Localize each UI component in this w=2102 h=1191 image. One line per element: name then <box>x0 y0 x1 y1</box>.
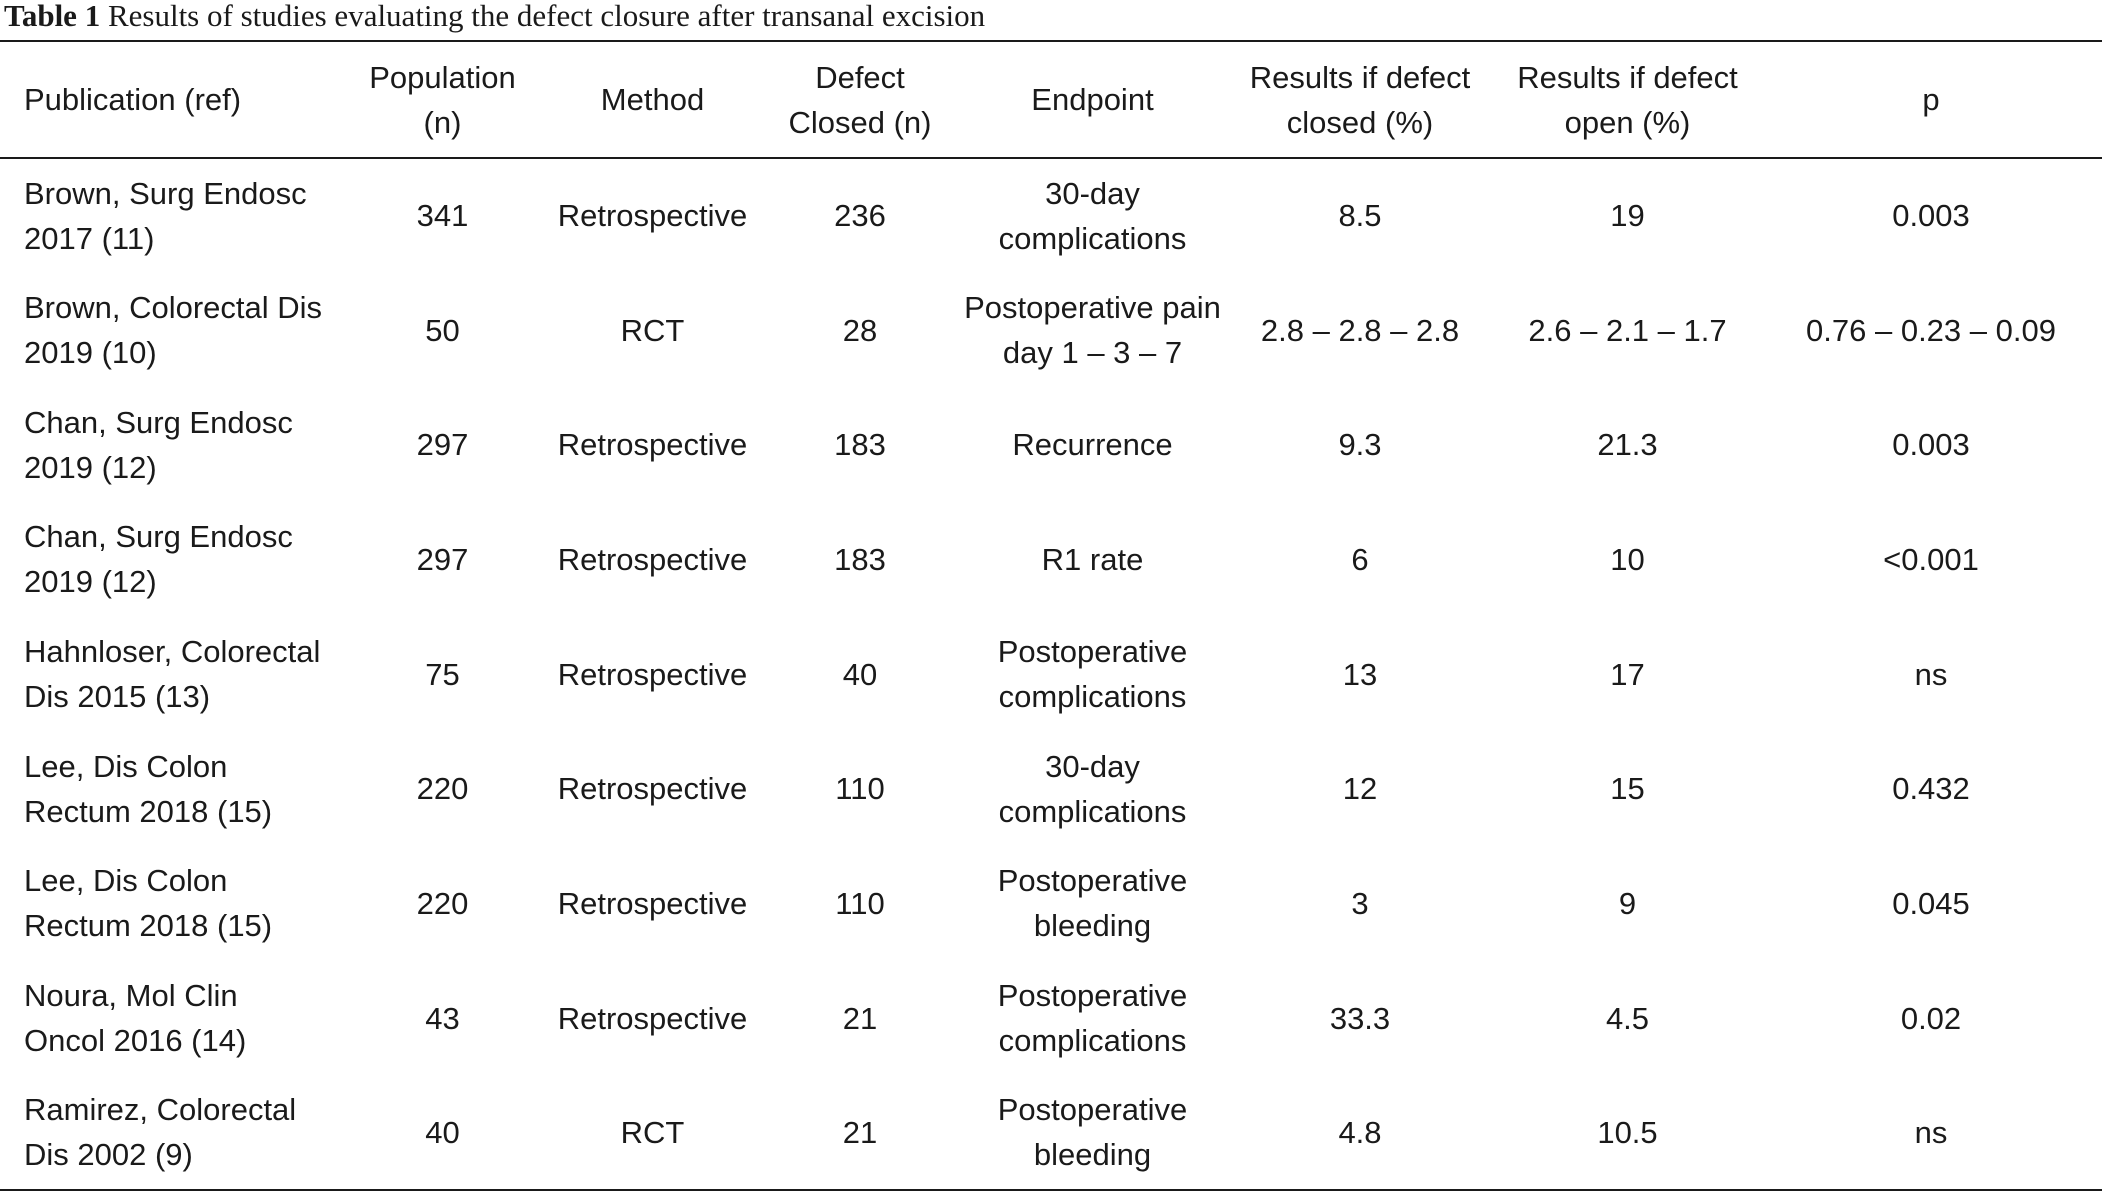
cell-population: 43 <box>425 1000 460 1036</box>
table-caption-label: Table 1 <box>4 0 101 33</box>
cell-publication-line: 2019 (12) <box>24 449 157 485</box>
cell-endpoint-line: R1 rate <box>1041 541 1144 577</box>
header-population <box>340 41 545 158</box>
table-body <box>0 158 2102 1190</box>
cell-publication-line: 2017 (11) <box>24 220 155 256</box>
cell-publication-line: Oncol 2016 (14) <box>24 1023 247 1059</box>
table-row <box>0 387 2102 502</box>
table-row <box>0 617 2102 732</box>
results-table <box>0 40 2102 1191</box>
cell-method: Retrospective <box>557 1000 748 1036</box>
cell-publication <box>0 273 340 388</box>
cell-publication <box>0 961 340 1076</box>
cell-results-closed: 9.3 <box>1338 427 1382 463</box>
cell-endpoint-line: Recurrence <box>1012 427 1173 463</box>
cell-defect-closed: 183 <box>834 541 886 577</box>
cell-results-open: 10 <box>1610 541 1645 577</box>
cell-endpoint-line: Postoperative <box>997 1092 1188 1128</box>
header-publication <box>0 41 340 158</box>
cell-results-open: 9 <box>1618 885 1637 921</box>
cell-defect-closed: 110 <box>835 885 885 921</box>
cell-method: Retrospective <box>557 656 748 692</box>
cell-endpoint-line: Postoperative <box>997 978 1188 1014</box>
header-results-open-line: Results if defect <box>1517 59 1738 95</box>
cell-results-closed: 33.3 <box>1329 1000 1391 1036</box>
header-population-line: (n) <box>423 104 462 140</box>
cell-results-closed: 3 <box>1351 885 1369 921</box>
cell-p-value: 0.045 <box>1892 885 1970 921</box>
cell-p-value: 0.02 <box>1900 1000 1962 1036</box>
cell-p-value: 0.432 <box>1892 771 1970 807</box>
cell-defect-closed: 40 <box>842 656 878 692</box>
header-endpoint <box>960 41 1225 158</box>
cell-publication-line: Rectum 2018 (15) <box>24 793 273 829</box>
header-results-open-line: open (%) <box>1564 104 1691 140</box>
cell-endpoint-line: complications <box>998 220 1187 256</box>
cell-results-closed: 6 <box>1351 541 1369 577</box>
header-p-value-line: p <box>1922 82 1940 117</box>
cell-results-open: 21.3 <box>1597 427 1658 463</box>
cell-publication-line: Dis 2015 (13) <box>24 679 211 715</box>
header-endpoint-line: Endpoint <box>1031 82 1154 117</box>
table-row <box>0 961 2102 1076</box>
cell-population: 40 <box>340 1076 545 1191</box>
cell-results-open: 4.5 <box>1605 1000 1650 1036</box>
header-results-closed-line: Results if defect <box>1249 59 1471 95</box>
cell-publication <box>0 731 340 846</box>
table-row <box>0 846 2102 961</box>
cell-method: Retrospective <box>557 198 748 234</box>
cell-population: 341 <box>416 198 469 234</box>
cell-endpoint <box>960 731 1225 846</box>
table-row <box>0 158 2102 273</box>
cell-p-value: 0.003 <box>1892 198 1970 234</box>
cell-endpoint <box>960 617 1225 732</box>
cell-population: 297 <box>416 427 469 463</box>
header-results-closed-line: closed (%) <box>1286 104 1434 140</box>
header-method-line: Method <box>600 82 705 117</box>
cell-publication-line: Chan, Surg Endosc <box>24 519 293 555</box>
cell-publication <box>0 158 340 273</box>
cell-endpoint-line: Postoperative <box>997 634 1188 670</box>
cell-endpoint-line: complications <box>998 793 1187 829</box>
cell-defect-closed: 110 <box>835 771 885 807</box>
header-results-closed <box>1225 41 1495 158</box>
cell-method: Retrospective <box>557 427 748 463</box>
cell-results-open: 15 <box>1610 771 1645 807</box>
cell-publication-line: Ramirez, Colorectal <box>24 1092 297 1128</box>
cell-endpoint <box>960 273 1225 388</box>
cell-endpoint <box>960 158 1225 273</box>
cell-endpoint-line: day 1 – 3 – 7 <box>1002 335 1183 371</box>
table-row <box>0 1076 2102 1191</box>
cell-p-value: ns <box>1760 1076 2102 1191</box>
cell-publication <box>0 617 340 732</box>
cell-method: RCT <box>620 312 685 348</box>
cell-publication-line: Dis 2002 (9) <box>24 1137 193 1173</box>
cell-results-open: 10.5 <box>1495 1076 1760 1191</box>
cell-results-closed: 13 <box>1342 656 1378 692</box>
cell-results-open: 17 <box>1610 656 1645 692</box>
cell-p-value: 0.76 – 0.23 – 0.09 <box>1806 312 2056 348</box>
cell-results-open: 2.6 – 2.1 – 1.7 <box>1528 312 1727 348</box>
table-row <box>0 731 2102 846</box>
cell-endpoint <box>960 846 1225 961</box>
cell-population: 297 <box>416 541 469 577</box>
cell-results-open: 19 <box>1610 198 1645 234</box>
cell-endpoint-line: Postoperative <box>997 863 1188 899</box>
cell-endpoint <box>960 387 1225 502</box>
cell-p-value: 0.003 <box>1892 427 1970 463</box>
cell-defect-closed: 21 <box>842 1000 878 1036</box>
cell-p-value: <0.001 <box>1883 541 1979 577</box>
header-p-value <box>1760 41 2102 158</box>
cell-publication-line: Noura, Mol Clin <box>24 978 238 1014</box>
header-results-open <box>1495 41 1760 158</box>
header-method <box>545 41 760 158</box>
cell-results-closed: 12 <box>1342 771 1378 807</box>
cell-population: 220 <box>416 771 469 807</box>
cell-endpoint-line: 30-day <box>1045 175 1140 211</box>
table-row <box>0 273 2102 388</box>
header-publication-line: Publication (ref) <box>24 82 242 117</box>
cell-publication <box>0 387 340 502</box>
cell-endpoint <box>960 961 1225 1076</box>
header-defect-closed-line: Closed (n) <box>788 104 932 140</box>
cell-defect-closed: 21 <box>760 1076 960 1191</box>
header-defect-closed <box>760 41 960 158</box>
cell-p-value: ns <box>1914 656 1948 692</box>
cell-method: Retrospective <box>557 885 748 921</box>
cell-publication-line: Lee, Dis Colon <box>24 748 228 784</box>
cell-publication-line: Chan, Surg Endosc <box>24 404 293 440</box>
table-header <box>0 41 2102 158</box>
cell-publication-line: Brown, Colorectal Dis <box>24 290 323 326</box>
cell-publication-line: Hahnloser, Colorectal <box>24 634 321 670</box>
cell-method: Retrospective <box>557 771 748 807</box>
cell-results-closed: 8.5 <box>1338 198 1382 234</box>
cell-method: RCT <box>545 1076 760 1191</box>
header-defect-closed-line: Defect <box>815 59 905 95</box>
cell-publication-line: Brown, Surg Endosc <box>24 175 307 211</box>
cell-defect-closed: 28 <box>842 312 878 348</box>
cell-results-closed: 4.8 <box>1225 1076 1495 1191</box>
cell-results-closed: 2.8 – 2.8 – 2.8 <box>1260 312 1460 348</box>
cell-endpoint <box>960 502 1225 617</box>
cell-endpoint-line: Postoperative pain <box>964 290 1221 326</box>
cell-publication <box>0 502 340 617</box>
cell-endpoint-line: bleeding <box>1033 908 1152 944</box>
cell-defect-closed: 236 <box>834 198 886 234</box>
cell-publication-line: 2019 (10) <box>24 335 157 371</box>
header-row <box>0 41 2102 158</box>
cell-endpoint-line: complications <box>998 1023 1187 1059</box>
cell-endpoint-line: 30-day <box>1045 748 1140 784</box>
cell-endpoint-line: complications <box>998 679 1187 715</box>
cell-publication-line: 2019 (12) <box>24 564 157 600</box>
cell-publication-line: Lee, Dis Colon <box>24 863 228 899</box>
cell-method: Retrospective <box>557 541 748 577</box>
cell-population: 50 <box>425 312 460 348</box>
cell-publication <box>0 846 340 961</box>
cell-population: 75 <box>425 656 460 692</box>
cell-publication <box>0 1076 340 1191</box>
cell-defect-closed: 183 <box>834 427 886 463</box>
cell-publication-line: Rectum 2018 (15) <box>24 908 273 944</box>
table-caption-text: Results of studies evaluating the defect closure after transanal excision <box>107 0 986 33</box>
cell-endpoint <box>960 1076 1225 1191</box>
table-row <box>0 502 2102 617</box>
table-caption <box>0 0 985 38</box>
cell-population: 220 <box>416 885 469 921</box>
header-population-line: Population <box>369 59 516 95</box>
cell-endpoint-line: bleeding <box>1033 1137 1152 1173</box>
